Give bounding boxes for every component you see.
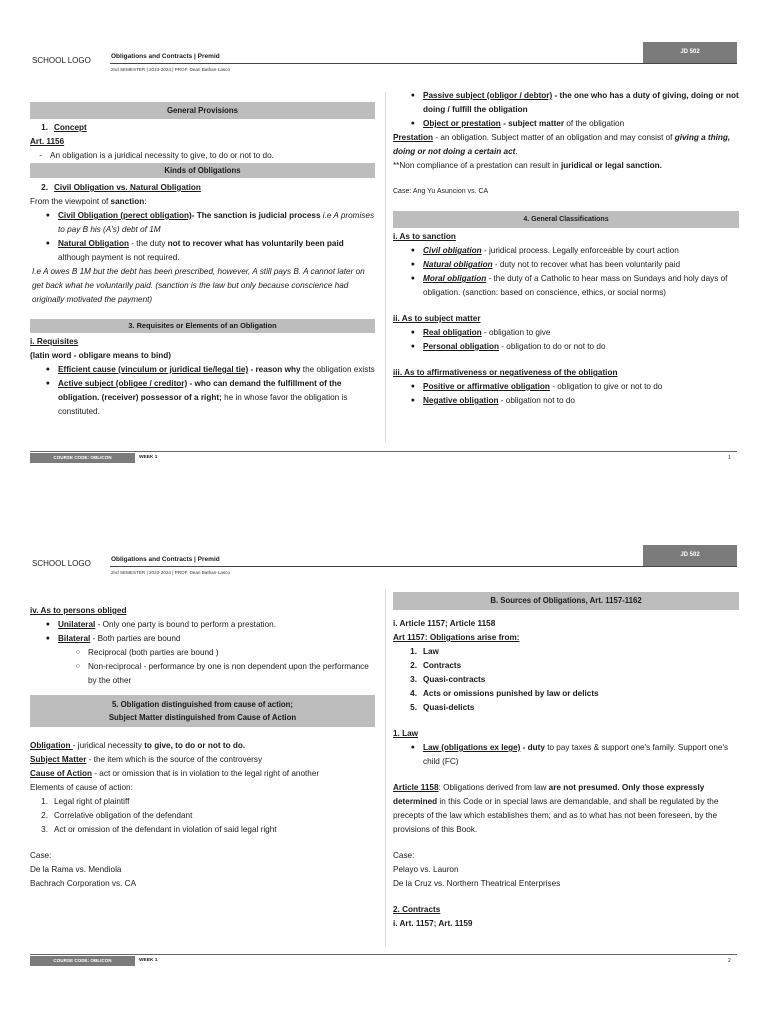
list-number: 5. <box>410 703 417 712</box>
text-span: - duty <box>520 743 545 752</box>
case-de-la-cruz: De la Cruz vs. Northern Theatrical Enterprises <box>393 879 561 888</box>
text-span: Non-reciprocal - performance by one is non dependent upon the performance by the other <box>88 662 369 685</box>
text-span: Correlative obligation of the defendant <box>54 811 193 820</box>
page2-left-column <box>30 604 375 891</box>
text-span: - obligation to give or not to do <box>549 382 663 391</box>
text-span: - act or omission that is in violation to the legal right of another <box>92 769 320 778</box>
text-span: although payment is not required. <box>58 253 180 262</box>
text-span: Passive subject (obligor / debtor) <box>423 91 553 100</box>
column-divider <box>385 589 386 947</box>
page2-right-column <box>393 592 739 931</box>
case-pelayo: Pelayo vs. Lauron <box>393 865 459 874</box>
list-item-natural <box>30 237 375 265</box>
section-header-obligation-vs-cause <box>30 695 375 727</box>
case-de-la-rama: De la Rama vs. Mendiola <box>30 865 122 874</box>
text-span: - Both parties are bound <box>90 634 181 643</box>
case-bachrach: Bachrach Corporation vs. CA <box>30 879 137 888</box>
text-span: he in whose favor the obligation is constituted. <box>58 393 348 416</box>
text-span: Prestation <box>393 133 434 142</box>
obligation-definition <box>30 739 375 753</box>
case-label: Case: <box>30 851 52 860</box>
section-header-kinds: Kinds of Obligations <box>30 163 375 178</box>
list-item-negative-obligation <box>393 394 739 408</box>
text-span: sanction <box>110 197 145 206</box>
list-number: 1. <box>41 797 48 806</box>
text-span: Subject Matter <box>30 755 87 764</box>
bullet-icon: ● <box>410 92 415 99</box>
art1156-heading: Art. 1156 <box>30 137 65 146</box>
circle-bullet-icon: ○ <box>75 663 80 670</box>
list-item-element <box>30 823 375 837</box>
text-span: Legal right of plaintiff <box>54 797 130 806</box>
bullet-icon: ● <box>410 261 415 268</box>
text-span: the obligation exists <box>300 365 375 374</box>
dash-marker: - <box>39 151 42 160</box>
text-span: - obligation to do or not to do <box>498 342 606 351</box>
list-item-active <box>30 377 375 419</box>
page-number: 2 <box>728 958 731 964</box>
list-item-efficient <box>30 363 375 377</box>
course-badge: JD 502 <box>643 545 737 566</box>
text-span: Article 1158 <box>393 783 439 792</box>
text-span: Personal obligation <box>423 342 499 351</box>
section-header-line: 5. Obligation distinguished from cause of action; <box>111 700 294 709</box>
bullet-icon: ● <box>410 275 415 282</box>
article-heading: i. Article 1157; Article 1158 <box>393 619 496 628</box>
text-span: - Only one party is bound to perform a prestation. <box>95 620 276 629</box>
text-span: : <box>144 197 147 206</box>
text-span: Unilateral <box>58 620 96 629</box>
text-span: : Obligations derived from law <box>438 783 549 792</box>
text-span: Civil Obligation (perect obligation) <box>58 211 192 220</box>
column-divider <box>385 92 386 442</box>
doc-subtitle: 2nd SEMESTER | 2023-2024 | PROF. Dean Bathan-Lasco <box>111 67 231 72</box>
case-label: Case: <box>393 851 415 860</box>
page-number: 1 <box>728 455 731 461</box>
list-item-civil <box>30 209 375 237</box>
text-span: Acts or omissions punished by law or delicts <box>423 689 599 698</box>
school-logo: SCHOOL LOGO <box>32 56 91 65</box>
text-span: Law <box>423 647 439 656</box>
text-span: Natural obligation <box>423 260 493 269</box>
text-span: - reason why <box>248 365 301 374</box>
page1-right-column <box>393 89 739 408</box>
list-number: 3. <box>41 825 48 834</box>
text-span: Civil obligation <box>423 246 482 255</box>
text-span: Reciprocal (both parties are bound ) <box>88 648 219 657</box>
art1156-item <box>30 149 375 163</box>
text-span: - the item which is the source of the controversy <box>86 755 263 764</box>
cause-of-action-definition <box>30 767 375 781</box>
text-span: . <box>515 147 518 156</box>
case-ang-yu: Case: Ang Yu Asuncion vs. CA <box>393 188 489 195</box>
list-item-natural-obligation <box>393 258 739 272</box>
prestation-definition <box>393 131 739 159</box>
contracts-heading: 2. Contracts <box>393 905 441 914</box>
subject-matter-definition <box>30 753 375 767</box>
bullet-icon: ● <box>45 212 50 219</box>
law-heading: 1. Law <box>393 729 419 738</box>
week-label: WEEK 1 <box>139 455 158 460</box>
header-rule <box>110 566 737 567</box>
list-number: 2. <box>410 661 417 670</box>
text-span: Quasi-delicts <box>423 703 475 712</box>
text-span: Law (obligations ex lege) <box>423 743 521 752</box>
text-span: Quasi-contracts <box>423 675 486 684</box>
text-span: Cause of Action <box>30 769 93 778</box>
list-item-nonreciprocal <box>30 660 375 688</box>
list-item-reciprocal <box>30 646 375 660</box>
text-span: - the duty <box>128 239 168 248</box>
list-number: 4. <box>410 689 417 698</box>
text-span: Efficient cause (vinculum or juridical tie/legal tie) <box>58 365 249 374</box>
civil-vs-natural-item <box>30 181 375 195</box>
section-header-general-provisions: General Provisions <box>30 102 375 119</box>
bullet-icon: ● <box>45 366 50 373</box>
footer-rule <box>30 451 737 452</box>
text-span: giving a thing, doing or not doing a certain act <box>393 133 731 156</box>
text-span: Negative obligation <box>423 396 499 405</box>
list-item-moral-obligation <box>393 272 739 300</box>
text-span: Real obligation <box>423 328 482 337</box>
sanction-intro <box>30 195 375 209</box>
list-item-civil-obligation <box>393 244 739 258</box>
bullet-icon: ● <box>410 744 415 751</box>
noncompliance-note <box>393 159 739 173</box>
doc-title: Obligations and Contracts | Premid <box>111 53 220 60</box>
week-label: WEEK 1 <box>139 958 158 963</box>
bullet-icon: ● <box>410 329 415 336</box>
text-span: - subject matter <box>500 119 565 128</box>
list-item-source <box>393 673 739 687</box>
persons-obliged-heading: iv. As to persons obliged <box>30 606 127 615</box>
bullet-icon: ● <box>410 247 415 254</box>
text-span: Contracts <box>423 661 462 670</box>
list-number: 3. <box>410 675 417 684</box>
bullet-icon: ● <box>410 120 415 127</box>
elements-intro: Elements of cause of action: <box>30 783 133 792</box>
list-number: 2. <box>41 183 48 192</box>
text-span: Bilateral <box>58 634 91 643</box>
list-number: 1. <box>410 647 417 656</box>
list-item-law <box>393 741 739 769</box>
text-span: Moral obligation <box>423 274 487 283</box>
course-badge: JD 502 <box>643 42 737 63</box>
text-span: of the obligation <box>564 119 625 128</box>
bullet-icon: ● <box>410 343 415 350</box>
list-item-source <box>393 687 739 701</box>
text-span: i.e A promises to pay B his (A's) debt of 1M <box>58 211 375 234</box>
civil-vs-natural-heading: Civil Obligation vs. Natural Obligation <box>54 183 201 192</box>
latin-note: (latin word - obligare means to bind) <box>30 351 172 360</box>
text-span: Natural Obligation <box>58 239 129 248</box>
text-span: to pay taxes & support one's family. Support one's child (FC) <box>423 743 729 766</box>
text-span: Obligation <box>30 741 73 750</box>
page-1 <box>0 0 768 500</box>
bullet-icon: ● <box>410 397 415 404</box>
page-2 <box>0 503 768 1003</box>
text-span: in this Code or in special laws are demandable, and shall be regulated by the precepts of the law which establishes them; and as to what has not been foreseen, by the provisions of this Book. <box>393 797 719 834</box>
natural-example: I.e A owes B 1M but the debt has been prescribed, however, A still pays B. A cannot later on get back what he voluntarily paid. (sanction is the law but only because conscience had originally motivated the payment) <box>32 267 365 304</box>
list-number: 2. <box>41 811 48 820</box>
list-item-object <box>393 117 739 131</box>
contracts-article: i. Art. 1157; Art. 1159 <box>393 919 473 928</box>
concept-heading: Concept <box>54 123 87 132</box>
list-item-unilateral <box>30 618 375 632</box>
text-span: **Non compliance of a prestation can result in <box>393 161 561 170</box>
text-span: not to recover what has voluntarily been paid <box>167 239 344 248</box>
bullet-icon: ● <box>45 380 50 387</box>
footer-rule <box>30 954 737 955</box>
text-span: Active subject (obligee / creditor) <box>58 379 188 388</box>
list-item-personal-obligation <box>393 340 739 354</box>
list-item-source <box>393 701 739 715</box>
bullet-icon: ● <box>45 635 50 642</box>
text-span: - The sanction is judicial process <box>191 211 323 220</box>
text-span: - juridical process. Legally enforceable by court action <box>481 246 679 255</box>
text-span: - an obligation. Subject matter of an obligation and may consist of <box>433 133 675 142</box>
text-span: Object or prestation <box>423 119 501 128</box>
text-span: - juridical necessity <box>72 741 145 750</box>
section-header-sources: B. Sources of Obligations, Art. 1157-1162 <box>393 592 739 610</box>
list-item-source <box>393 659 739 673</box>
art1158-paragraph <box>393 781 739 837</box>
text-span: - the one who has a duty of giving, doing or not doing / fulfill the obligation <box>423 91 739 114</box>
school-logo: SCHOOL LOGO <box>32 559 91 568</box>
list-item-passive <box>393 89 739 117</box>
list-number: 1. <box>41 123 48 132</box>
art1157-heading: Art 1157: Obligations arise from: <box>393 633 520 642</box>
doc-title: Obligations and Contracts | Premid <box>111 556 220 563</box>
as-to-affirmativeness-heading: iii. As to affirmativeness or negativeness of the obligation <box>393 368 618 377</box>
text-span: - obligation not to do <box>498 396 575 405</box>
list-item-element <box>30 809 375 823</box>
text-span: are not presumed. Only those expressly determined <box>393 783 705 806</box>
text-span: - duty not to recover what has been voluntarily paid <box>492 260 681 269</box>
section-header-line: Subject Matter distinguished from Cause of Action <box>108 713 297 722</box>
art1156-text: An obligation is a juridical necessity to give, to do or not to do. <box>50 151 274 160</box>
course-code-badge: COURSE CODE: OBLICON <box>30 956 135 966</box>
text-span: - obligation to give <box>481 328 551 337</box>
text-span: juridical or legal sanction. <box>560 161 662 170</box>
requisites-heading: i. Requisites <box>30 337 79 346</box>
page1-left-column <box>30 102 375 419</box>
text-span: - the duty of a Catholic to hear mass on Sundays and holy days of obligation. (sanction: based on conscience, ethics, or social norms) <box>423 274 728 297</box>
bullet-icon: ● <box>45 621 50 628</box>
list-item-bilateral <box>30 632 375 646</box>
bullet-icon: ● <box>45 240 50 247</box>
header-rule <box>110 63 737 64</box>
as-to-sanction-heading: i. As to sanction <box>393 232 456 241</box>
doc-subtitle: 2nd SEMESTER | 2023-2024 | PROF. Dean Bathan-Lasco <box>111 570 231 575</box>
as-to-subject-heading: ii. As to subject matter <box>393 314 481 323</box>
section-header-general-classifications: 4. General Classifications <box>393 211 739 228</box>
list-item-real-obligation <box>393 326 739 340</box>
list-item-source <box>393 645 739 659</box>
text-span: - who can demand the fulfillment of the obligation. (receiver) possessor of a right; <box>58 379 342 402</box>
list-item-element <box>30 795 375 809</box>
bullet-icon: ● <box>410 383 415 390</box>
text-span: to give, to do or not to do. <box>144 741 246 750</box>
circle-bullet-icon: ○ <box>75 649 80 656</box>
text-span: From the viewpoint of <box>30 197 111 206</box>
section-header-requisites: 3. Requisites or Elements of an Obligation <box>30 319 375 333</box>
concept-item <box>30 121 375 135</box>
course-code-badge: COURSE CODE: OBLICON <box>30 453 135 463</box>
text-span: Act or omission of the defendant in violation of said legal right <box>54 825 277 834</box>
list-item-positive-obligation <box>393 380 739 394</box>
text-span: Positive or affirmative obligation <box>423 382 550 391</box>
